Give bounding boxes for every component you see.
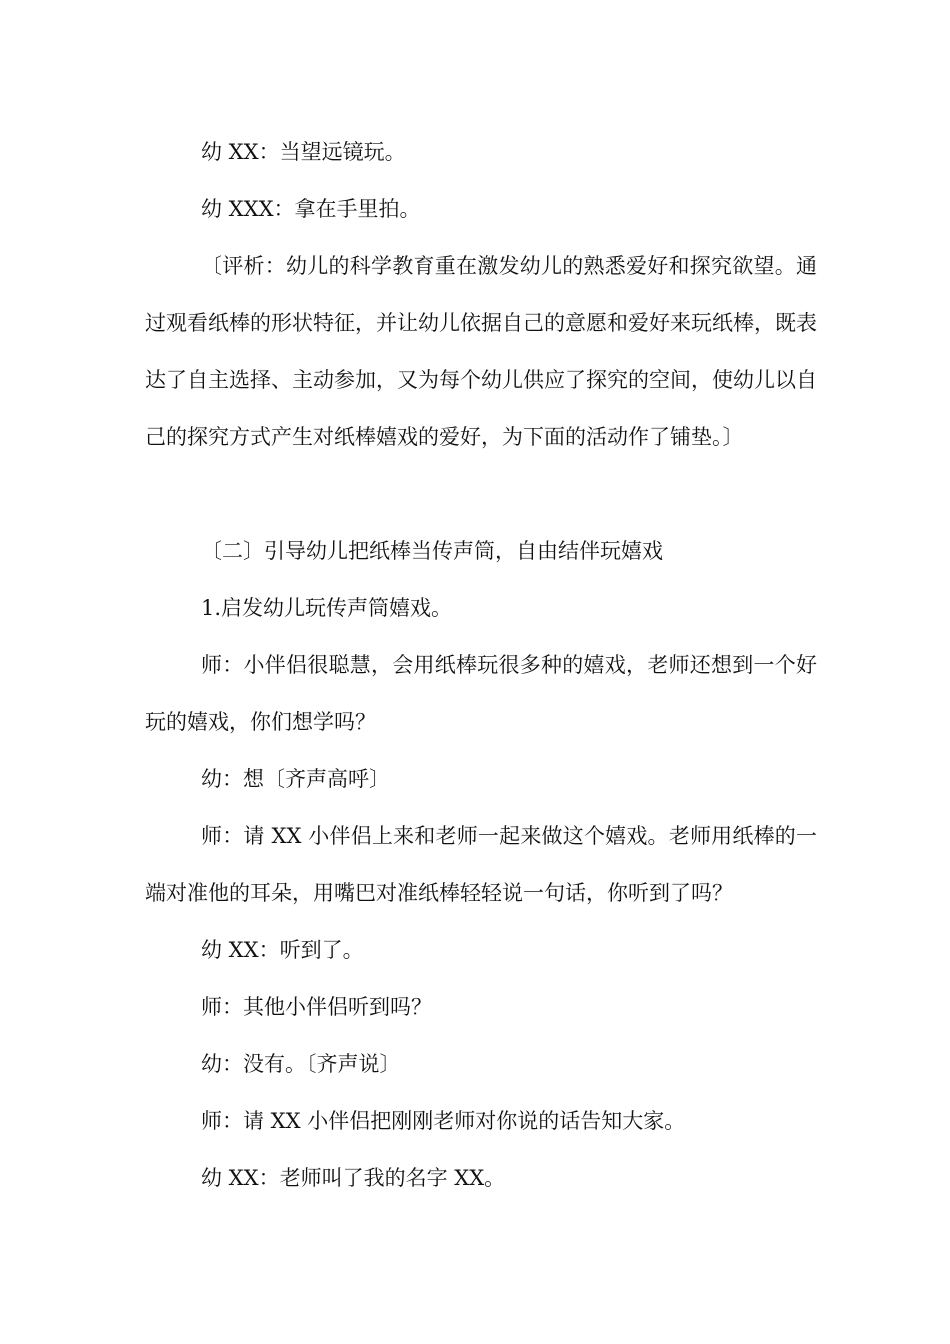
paragraph-commentary: 〔评析：幼儿的科学教育重在激发幼儿的熟悉爱好和探究欲望。通过观看纸棒的形状特征，并让幼儿依据自己的意愿和爱好来玩纸棒，既表达了自主选择、主动参加，又为每个幼儿供应了探究的空间，使幼儿以自己的探究方式产生对纸棒嬉戏的爱好，为下面的活动作了铺垫。〕 [145,254,817,449]
paragraph-child-2: 幼 XX：听到了。 [201,938,364,962]
paragraph-teacher-1: 师：小伴侣很聪慧，会用纸棒玩很多种的嬉戏，老师还想到一个好玩的嬉戏，你们想学吗？ [145,653,817,734]
paragraph-teacher-3: 师：其他小伴侣听到吗？ [201,995,432,1019]
paragraph-child-1: 幼：想〔齐声高呼〕 [201,767,390,791]
paragraph-child-4: 幼 XX：老师叫了我的名字 XX。 [201,1166,506,1190]
paragraph-teacher-4: 师：请 XX 小伴侣把刚刚老师对你说的话告知大家。 [201,1109,686,1133]
step-heading-1: 1.启发幼儿玩传声筒嬉戏。 [201,596,453,620]
paragraph-child-3: 幼：没有。〔齐声说〕 [201,1052,401,1076]
section-heading-2: 〔二〕引导幼儿把纸棒当传声筒，自由结伴玩嬉戏 [201,539,663,563]
paragraph-1: 幼 XX：当望远镜玩。 [201,140,406,164]
paragraph-teacher-2: 师：请 XX 小伴侣上来和老师一起来做这个嬉戏。老师用纸棒的一端对准他的耳朵，用嘴巴对准纸棒轻轻说一句话，你听到了吗？ [145,824,817,905]
paragraph-2: 幼 XXX：拿在手里拍。 [201,197,421,221]
